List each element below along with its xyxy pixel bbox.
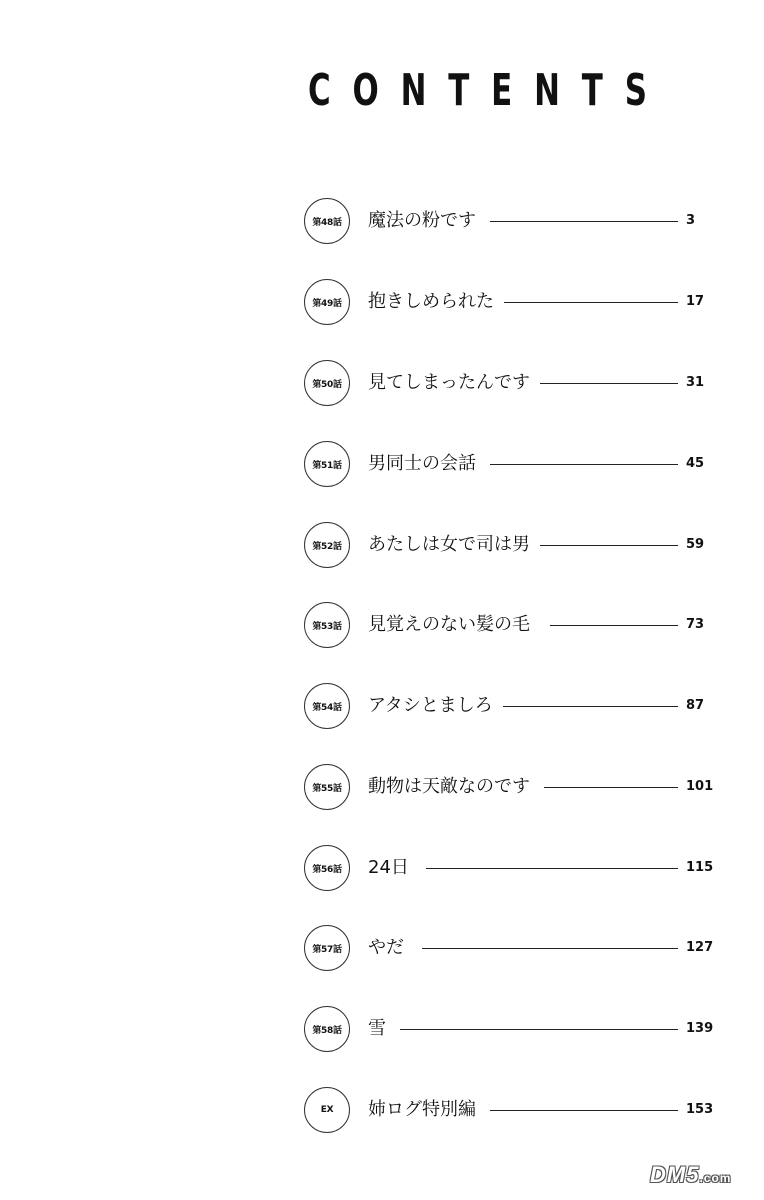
page-number: 139 [686,1021,714,1036]
leader-line [490,221,678,222]
chapter-title: 雪 [368,1017,396,1041]
leader-line [490,464,678,465]
toc-entry[interactable] [304,198,724,248]
leader-line [490,706,678,707]
chapter-title: 抱きしめられた [368,290,504,314]
chapter-title: 姉ログ特別編 [368,1098,486,1122]
chapter-badge: 第54話 [304,683,350,729]
chapter-title: 見覚えのない髪の毛 [368,613,540,637]
leader-line [490,1110,678,1111]
toc-entry[interactable] [304,1006,724,1056]
chapter-title: 見てしまったんです [368,371,540,395]
chapter-badge: 第51話 [304,441,350,487]
leader-line [532,383,678,384]
chapter-badge: 第52話 [304,522,350,568]
chapter-badge: 第58話 [304,1006,350,1052]
chapter-badge: 第53話 [304,602,350,648]
chapter-title: あたしは女で司は男 [368,533,540,557]
page-number: 153 [686,1102,714,1117]
leader-line [422,948,678,949]
page-number: 115 [686,860,714,875]
chapter-badge: 第55話 [304,764,350,810]
toc-entry[interactable] [304,764,724,814]
page-number: 59 [686,537,705,552]
leader-line [550,625,678,626]
leader-line [426,868,678,869]
leader-line [400,1029,678,1030]
toc-entry[interactable] [304,683,724,733]
toc-entry[interactable] [304,1087,724,1137]
page-number: 73 [686,617,705,632]
chapter-badge: EX [304,1087,350,1133]
chapter-badge: 第57話 [304,925,350,971]
toc-entry[interactable] [304,845,724,895]
chapter-title: 24日 [368,856,419,880]
toc-entry[interactable] [304,522,724,572]
page-number: 127 [686,940,714,955]
page-title: CONTENTS [308,65,669,116]
page-number: 87 [686,698,705,713]
chapter-badge: 第49話 [304,279,350,325]
chapter-title: 動物は天敵なのです [368,775,540,799]
leader-line [544,787,678,788]
toc-entry[interactable] [304,925,724,975]
chapter-title: アタシとましろ [368,694,503,718]
page-number: 3 [686,213,696,228]
leader-line [500,302,678,303]
toc-entry[interactable] [304,602,724,652]
chapter-badge: 第50話 [304,360,350,406]
toc-entry[interactable] [304,441,724,491]
leader-line [534,545,678,546]
page-number: 45 [686,456,705,471]
chapter-badge: 第48話 [304,198,350,244]
page-number: 101 [686,779,714,794]
toc-entry[interactable] [304,360,724,410]
chapter-title: 魔法の粉です [368,209,486,233]
page-number: 17 [686,294,705,309]
watermark-suffix: .com [699,1171,732,1185]
page-number: 31 [686,375,705,390]
chapter-title: 男同士の会話 [368,452,486,476]
chapter-title: やだ [368,936,414,960]
watermark-main: DM5 [650,1162,700,1187]
toc-entry[interactable] [304,279,724,329]
chapter-badge: 第56話 [304,845,350,891]
watermark-logo [650,1162,754,1190]
